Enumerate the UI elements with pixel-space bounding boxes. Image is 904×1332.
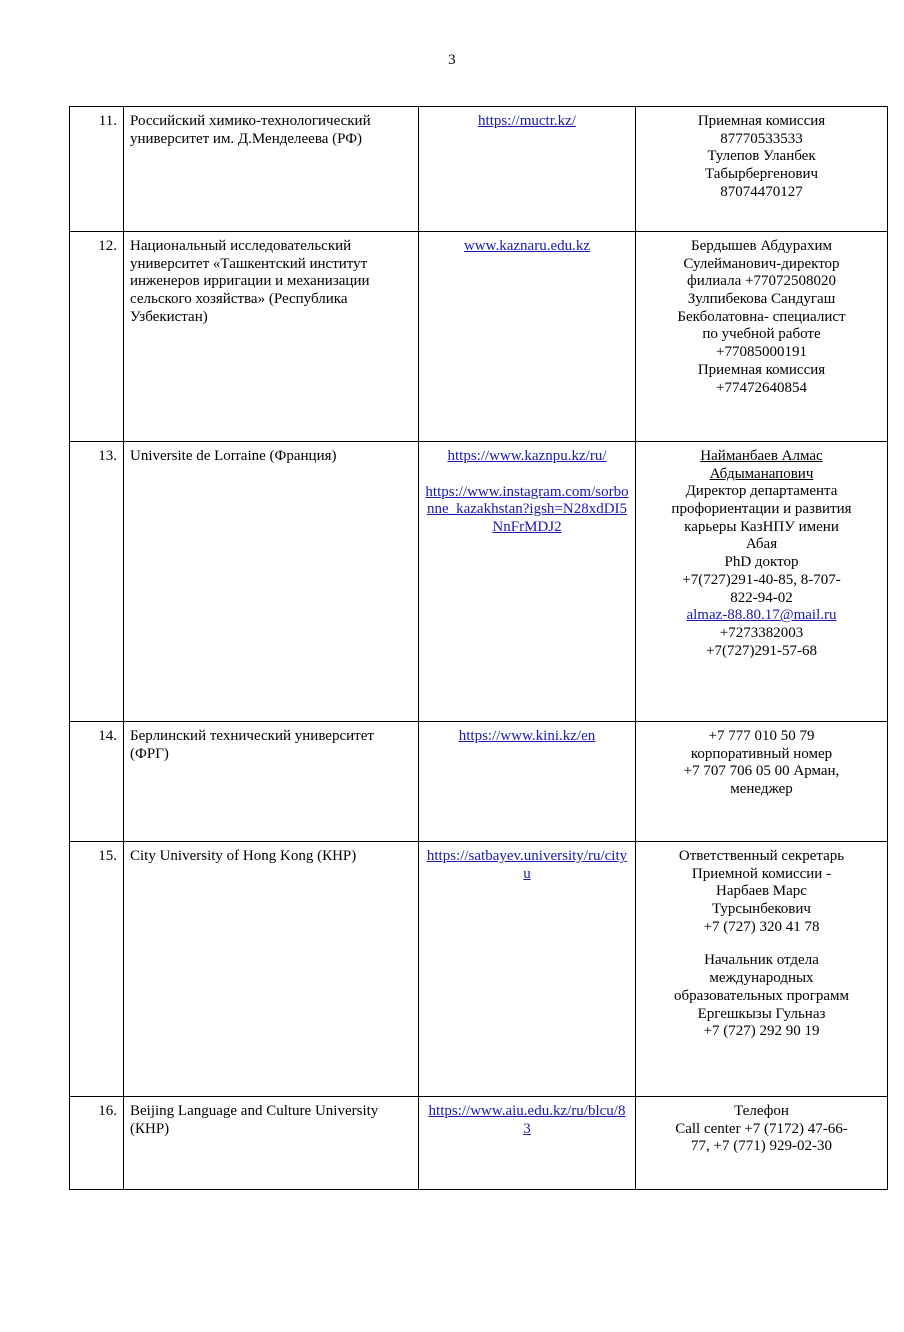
table-row xyxy=(70,107,888,232)
row-number: 14. xyxy=(70,722,124,842)
university-name: Beijing Language and Culture University (КНР) xyxy=(124,1097,419,1190)
contact-line: 77, +7 (771) 929-02-30 xyxy=(691,1138,832,1155)
contact-line: Call center +7 (7172) 47-66- xyxy=(675,1120,848,1137)
contact-line: по учебной работе xyxy=(702,326,821,343)
contact-line: +7(727)291-40-85, 8-707- xyxy=(682,571,841,588)
contact-line: Начальник отдела xyxy=(704,952,819,969)
university-contacts xyxy=(636,232,888,442)
table-row xyxy=(70,842,888,1097)
contact-line: профориентации и развития xyxy=(671,501,852,518)
university-link-cell xyxy=(419,442,636,722)
contact-line: +7 (727) 320 41 78 xyxy=(703,918,820,935)
row-number: 16. xyxy=(70,1097,124,1190)
contact-line: Абдыманапович xyxy=(709,465,814,482)
contact-line: Тулепов Уланбек xyxy=(707,148,816,165)
university-link[interactable]: https://www.aiu.edu.kz/ru/blcu/83 xyxy=(428,1103,626,1137)
contact-line: 822-94-02 xyxy=(730,589,793,606)
contact-line: Приемная комиссия xyxy=(697,361,826,378)
contact-line: Абая xyxy=(745,536,778,553)
contact-line: Табырбергенович xyxy=(704,166,819,183)
contact-line: +7 707 706 05 00 Арман, xyxy=(683,763,840,780)
university-link-cell xyxy=(419,232,636,442)
university-name: Национальный исследовательский университет «Ташкентский институт инженеров ирригации и механизации сельского хозяйства» (Республика Узбекистан) xyxy=(124,232,419,442)
page-number: 3 xyxy=(448,52,456,68)
row-number: 11. xyxy=(70,107,124,232)
contact-line: корпоративный номер xyxy=(690,745,833,762)
contact-line: менеджер xyxy=(730,781,793,798)
contact-spacer xyxy=(642,936,881,952)
contact-line: международных xyxy=(709,970,814,987)
university-link[interactable]: https://satbayev.university/ru/cityu xyxy=(426,848,628,882)
university-name: Берлинский технический университет (ФРГ) xyxy=(124,722,419,842)
university-link[interactable]: https://www.kini.kz/en xyxy=(458,728,596,744)
row-number: 15. xyxy=(70,842,124,1097)
contact-line: Нарбаев Марс xyxy=(716,883,807,900)
contact-line: Турсынбекович xyxy=(712,901,811,918)
contact-line: Телефон xyxy=(734,1103,789,1119)
contact-line: Приемной комиссии - xyxy=(691,865,832,882)
contact-line: +7 777 010 50 79 xyxy=(708,728,815,744)
university-link-cell xyxy=(419,722,636,842)
university-name: Universite de Lorraine (Франция) xyxy=(124,442,419,722)
table-row xyxy=(70,442,888,722)
contact-line: +77085000191 xyxy=(716,344,807,361)
row-number: 13. xyxy=(70,442,124,722)
university-instagram-link[interactable]: https://www.instagram.com/sorbonne_kazakhstan?igsh=N28xdDI5NnFrMDJ2 xyxy=(425,483,629,536)
university-link-cell xyxy=(419,1097,636,1190)
university-link-cell xyxy=(419,842,636,1097)
contact-line: Бекболатовна- специалист xyxy=(677,308,846,325)
contact-line: Ергешкызы Гульназ xyxy=(697,1005,826,1022)
contact-line: карьеры КазНПУ имени xyxy=(684,518,839,535)
contact-email-link[interactable]: almaz-88.80.17@mail.ru xyxy=(686,607,837,624)
university-link[interactable]: www.kaznaru.edu.kz xyxy=(463,238,591,254)
contact-line: +7273382003 xyxy=(719,624,804,641)
university-name: City University of Hong Kong (КНР) xyxy=(124,842,419,1097)
contact-line: Найманбаев Алмас xyxy=(700,448,823,464)
contact-line: Приемная комиссия xyxy=(697,113,826,129)
university-contacts xyxy=(636,107,888,232)
university-contacts xyxy=(636,442,888,722)
contact-line: Директор департамента xyxy=(685,483,838,500)
university-contacts xyxy=(636,1097,888,1190)
university-name: Российский химико-технологический университет им. Д.Менделеева (РФ) xyxy=(124,107,419,232)
contact-line: +7(727)291-57-68 xyxy=(706,642,817,659)
university-link[interactable]: https://www.kaznpu.kz/ru/ xyxy=(447,448,607,464)
contact-line: 87770533533 xyxy=(720,130,803,147)
contact-line: Зулпибекова Сандугаш xyxy=(687,291,836,308)
table-row xyxy=(70,1097,888,1190)
contact-line: 87074470127 xyxy=(720,183,803,200)
university-contacts xyxy=(636,842,888,1097)
table-row xyxy=(70,232,888,442)
link-spacer xyxy=(425,466,629,484)
contact-line: +7 (727) 292 90 19 xyxy=(703,1023,820,1040)
university-contacts xyxy=(636,722,888,842)
contact-line: +77472640854 xyxy=(716,379,807,396)
row-number: 12. xyxy=(70,232,124,442)
contact-line: образовательных программ xyxy=(674,987,849,1004)
university-link[interactable]: https://muctr.kz/ xyxy=(478,113,576,129)
contact-line: филиала +77072508020 xyxy=(687,273,836,290)
contact-line: Бердышев Абдурахим xyxy=(691,238,832,254)
contact-line: Ответственный секретарь xyxy=(678,848,845,864)
universities-table xyxy=(69,106,888,1190)
contact-line: PhD доктор xyxy=(724,554,799,571)
universities-table-wrapper xyxy=(69,106,852,1190)
table-row xyxy=(70,722,888,842)
contact-line: Сулейманович-директор xyxy=(683,255,840,272)
university-link-cell xyxy=(419,107,636,232)
document-page xyxy=(0,52,904,1332)
